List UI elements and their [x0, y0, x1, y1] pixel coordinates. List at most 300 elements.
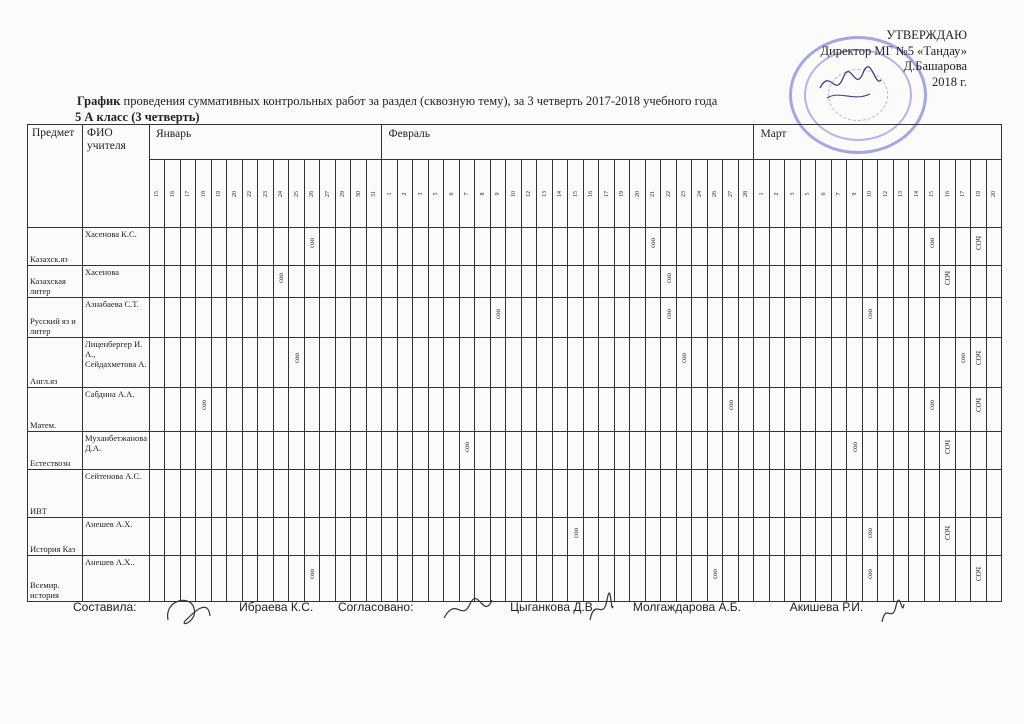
day-number: 13	[541, 190, 548, 197]
schedule-cell	[847, 388, 863, 432]
schedule-cell	[754, 266, 770, 298]
day-header	[785, 160, 801, 228]
schedule-cell	[335, 266, 351, 298]
schedule-cell	[878, 556, 894, 602]
schedule-cell	[366, 338, 382, 388]
schedule-cell	[769, 556, 785, 602]
schedule-cell	[754, 518, 770, 556]
schedule-cell	[397, 266, 413, 298]
schedule-cell	[862, 388, 878, 432]
assessment-mark: соо	[308, 568, 317, 580]
schedule-cell	[258, 228, 274, 266]
schedule-cell	[816, 266, 832, 298]
day-header	[893, 160, 909, 228]
schedule-cell	[645, 298, 661, 338]
schedule-cell	[723, 228, 739, 266]
day-number: 17	[603, 190, 610, 197]
schedule-cell	[304, 388, 320, 432]
schedule-cell	[413, 228, 429, 266]
subject-cell: История Каз	[28, 518, 83, 556]
schedule-cell	[831, 298, 847, 338]
assessment-mark: СОЧ	[974, 350, 983, 365]
day-number: 25	[293, 190, 300, 197]
schedule-cell	[909, 388, 925, 432]
day-header	[940, 160, 956, 228]
day-header	[909, 160, 925, 228]
schedule-cell	[940, 338, 956, 388]
schedule-cell	[878, 432, 894, 470]
schedule-cell	[552, 432, 568, 470]
schedule-cell	[661, 470, 677, 518]
schedule-cell	[428, 432, 444, 470]
month-header-row	[28, 125, 1002, 160]
schedule-cell	[351, 266, 367, 298]
schedule-cell	[769, 518, 785, 556]
schedule-cell	[382, 338, 398, 388]
schedule-cell	[351, 388, 367, 432]
schedule-cell	[800, 556, 816, 602]
day-number: 14	[557, 190, 564, 197]
schedule-cell	[521, 228, 537, 266]
assessment-mark: соо	[726, 400, 735, 411]
schedule-cell	[831, 470, 847, 518]
schedule-cell	[785, 470, 801, 518]
day-header	[924, 160, 940, 228]
schedule-cell	[738, 388, 754, 432]
schedule-table	[27, 124, 1002, 602]
schedule-cell	[227, 388, 243, 432]
schedule-cell	[568, 432, 584, 470]
schedule-cell	[738, 338, 754, 388]
schedule-cell	[165, 298, 181, 338]
day-number: 7	[836, 192, 843, 195]
schedule-cell	[676, 518, 692, 556]
schedule-cell	[707, 338, 723, 388]
assessment-mark: СОЧ	[943, 525, 952, 540]
schedule-cell	[490, 298, 506, 338]
schedule-cell	[552, 518, 568, 556]
schedule-cell	[242, 338, 258, 388]
schedule-cell	[909, 470, 925, 518]
schedule-cell	[335, 556, 351, 602]
schedule-cell	[304, 266, 320, 298]
schedule-cell	[723, 518, 739, 556]
schedule-cell	[645, 432, 661, 470]
schedule-cell	[909, 298, 925, 338]
schedule-cell	[428, 518, 444, 556]
assessment-mark: соо	[959, 352, 968, 363]
schedule-cell	[289, 266, 305, 298]
schedule-cell	[289, 298, 305, 338]
schedule-cell	[196, 298, 212, 338]
schedule-cell	[552, 266, 568, 298]
schedule-cell	[614, 298, 630, 338]
schedule-cell	[490, 432, 506, 470]
day-header	[878, 160, 894, 228]
day-number: 16	[588, 190, 595, 197]
schedule-cell	[614, 266, 630, 298]
agreed-signature-1	[440, 592, 496, 628]
schedule-cell	[242, 518, 258, 556]
schedule-cell	[397, 556, 413, 602]
schedule-cell	[986, 432, 1002, 470]
day-header	[351, 160, 367, 228]
schedule-cell	[196, 266, 212, 298]
assessment-mark: соо	[866, 527, 875, 538]
schedule-cell	[692, 470, 708, 518]
schedule-cell	[382, 432, 398, 470]
schedule-cell	[738, 266, 754, 298]
schedule-cell	[924, 432, 940, 470]
assessment-mark: соо	[494, 308, 503, 319]
day-number: 6	[448, 192, 455, 195]
schedule-cell	[630, 228, 646, 266]
subject-row	[28, 432, 1002, 470]
day-header	[490, 160, 506, 228]
day-number: 10	[867, 190, 874, 197]
schedule-cell	[893, 432, 909, 470]
schedule-cell	[676, 432, 692, 470]
assessment-mark: соо	[850, 441, 859, 452]
schedule-cell	[413, 556, 429, 602]
schedule-cell	[692, 266, 708, 298]
schedule-cell	[180, 228, 196, 266]
schedule-cell	[986, 388, 1002, 432]
schedule-cell	[630, 470, 646, 518]
schedule-cell	[785, 432, 801, 470]
schedule-cell	[351, 338, 367, 388]
schedule-cell	[506, 518, 522, 556]
schedule-cell	[242, 298, 258, 338]
schedule-cell	[475, 518, 491, 556]
subject-column-header: Предмет	[28, 125, 83, 228]
subject-row	[28, 338, 1002, 388]
schedule-cell	[537, 338, 553, 388]
day-header	[196, 160, 212, 228]
schedule-cell	[351, 432, 367, 470]
schedule-cell	[397, 298, 413, 338]
schedule-cell	[800, 470, 816, 518]
subject-row	[28, 298, 1002, 338]
day-number: 15	[154, 190, 161, 197]
schedule-cell	[506, 266, 522, 298]
schedule-cell	[273, 266, 289, 298]
day-header	[800, 160, 816, 228]
assessment-mark: соо	[866, 568, 875, 580]
schedule-cell	[862, 470, 878, 518]
schedule-cell	[831, 228, 847, 266]
schedule-cell	[754, 338, 770, 388]
schedule-cell	[785, 338, 801, 388]
schedule-cell	[227, 338, 243, 388]
schedule-cell	[459, 266, 475, 298]
teacher-cell: Лиценбергер И. А., Сейдахметова А.	[83, 338, 150, 388]
day-number: 23	[681, 190, 688, 197]
assessment-mark: соо	[649, 237, 658, 248]
schedule-cell	[769, 470, 785, 518]
schedule-cell	[754, 556, 770, 602]
schedule-cell	[258, 266, 274, 298]
schedule-cell	[273, 432, 289, 470]
schedule-cell	[893, 470, 909, 518]
schedule-cell	[506, 432, 522, 470]
schedule-cell	[692, 388, 708, 432]
day-number: 1	[758, 192, 765, 195]
schedule-cell	[180, 470, 196, 518]
schedule-cell	[599, 432, 615, 470]
schedule-cell	[475, 432, 491, 470]
schedule-cell	[599, 338, 615, 388]
schedule-cell	[289, 432, 305, 470]
schedule-cell	[940, 518, 956, 556]
day-number: 24	[278, 190, 285, 197]
day-header	[165, 160, 181, 228]
schedule-cell	[785, 388, 801, 432]
schedule-cell	[180, 266, 196, 298]
schedule-cell	[707, 432, 723, 470]
schedule-cell	[196, 228, 212, 266]
day-number: 15	[929, 190, 936, 197]
subject-cell: Естествозн	[28, 432, 83, 470]
schedule-cell	[909, 556, 925, 602]
schedule-cell	[878, 470, 894, 518]
assessment-mark: соо	[664, 308, 673, 319]
schedule-cell	[428, 338, 444, 388]
day-header	[862, 160, 878, 228]
day-number: 31	[371, 190, 378, 197]
day-number: 27	[324, 190, 331, 197]
schedule-cell	[258, 338, 274, 388]
schedule-cell	[335, 388, 351, 432]
schedule-cell	[583, 388, 599, 432]
schedule-cell	[785, 266, 801, 298]
day-number: 22	[665, 190, 672, 197]
month-header: Март	[754, 125, 1002, 160]
day-number: 17	[960, 190, 967, 197]
schedule-cell	[320, 228, 336, 266]
schedule-cell	[366, 298, 382, 338]
day-header	[180, 160, 196, 228]
schedule-cell	[428, 228, 444, 266]
schedule-cell	[909, 338, 925, 388]
schedule-cell	[614, 470, 630, 518]
schedule-cell	[893, 298, 909, 338]
schedule-cell	[940, 228, 956, 266]
schedule-cell	[924, 228, 940, 266]
schedule-cell	[862, 518, 878, 556]
schedule-cell	[986, 518, 1002, 556]
day-header	[568, 160, 584, 228]
schedule-cell	[180, 518, 196, 556]
schedule-cell	[583, 470, 599, 518]
schedule-cell	[878, 266, 894, 298]
schedule-cell	[366, 228, 382, 266]
schedule-cell	[769, 338, 785, 388]
schedule-cell	[986, 298, 1002, 338]
schedule-cell	[273, 338, 289, 388]
schedule-cell	[475, 228, 491, 266]
schedule-cell	[661, 266, 677, 298]
schedule-cell	[444, 518, 460, 556]
schedule-cell	[273, 518, 289, 556]
day-number: 7	[464, 192, 471, 195]
schedule-cell	[289, 228, 305, 266]
schedule-cell	[645, 338, 661, 388]
day-header	[382, 160, 398, 228]
schedule-cell	[862, 338, 878, 388]
schedule-cell	[909, 518, 925, 556]
schedule-cell	[847, 470, 863, 518]
schedule-cell	[955, 298, 971, 338]
day-header	[444, 160, 460, 228]
schedule-cell	[289, 388, 305, 432]
schedule-cell	[986, 470, 1002, 518]
day-header	[304, 160, 320, 228]
day-header	[428, 160, 444, 228]
schedule-cell	[986, 266, 1002, 298]
day-header	[366, 160, 382, 228]
schedule-cell	[692, 298, 708, 338]
schedule-cell	[738, 556, 754, 602]
schedule-cell	[413, 298, 429, 338]
day-number: 20	[991, 190, 998, 197]
day-header	[413, 160, 429, 228]
schedule-cell	[397, 388, 413, 432]
schedule-cell	[273, 298, 289, 338]
schedule-cell	[645, 556, 661, 602]
schedule-cell	[707, 266, 723, 298]
schedule-cell	[769, 388, 785, 432]
agreed-name-3: Акишева Р.И.	[789, 600, 864, 614]
schedule-cell	[459, 228, 475, 266]
schedule-cell	[444, 338, 460, 388]
schedule-cell	[196, 338, 212, 388]
assessment-mark: соо	[711, 568, 720, 580]
schedule-cell	[971, 556, 987, 602]
schedule-cell	[351, 556, 367, 602]
schedule-cell	[878, 338, 894, 388]
day-number: 29	[340, 190, 347, 197]
schedule-cell	[521, 298, 537, 338]
schedule-cell	[444, 470, 460, 518]
schedule-cell	[847, 228, 863, 266]
schedule-cell	[242, 228, 258, 266]
schedule-cell	[552, 228, 568, 266]
day-number: 17	[185, 190, 192, 197]
schedule-cell	[831, 338, 847, 388]
schedule-cell	[335, 228, 351, 266]
day-number: 21	[650, 190, 657, 197]
schedule-cell	[180, 298, 196, 338]
day-header	[149, 160, 165, 228]
schedule-cell	[552, 470, 568, 518]
schedule-cell	[568, 338, 584, 388]
schedule-cell	[521, 432, 537, 470]
schedule-cell	[862, 266, 878, 298]
schedule-cell	[444, 388, 460, 432]
schedule-cell	[847, 298, 863, 338]
schedule-cell	[971, 266, 987, 298]
schedule-cell	[304, 470, 320, 518]
schedule-cell	[242, 470, 258, 518]
schedule-cell	[211, 518, 227, 556]
schedule-cell	[971, 338, 987, 388]
schedule-cell	[413, 388, 429, 432]
schedule-cell	[769, 432, 785, 470]
schedule-cell	[196, 470, 212, 518]
title-bold: График	[77, 94, 121, 108]
schedule-cell	[847, 338, 863, 388]
day-number: 26	[712, 190, 719, 197]
schedule-cell	[196, 518, 212, 556]
schedule-cell	[816, 338, 832, 388]
schedule-cell	[816, 228, 832, 266]
schedule-cell	[490, 388, 506, 432]
day-header	[320, 160, 336, 228]
schedule-cell	[676, 338, 692, 388]
schedule-cell	[831, 518, 847, 556]
day-number: 15	[572, 190, 579, 197]
teacher-cell: Анешев А.Х..	[83, 556, 150, 602]
schedule-cell	[583, 298, 599, 338]
schedule-cell	[537, 388, 553, 432]
schedule-cell	[630, 518, 646, 556]
schedule-cell	[366, 556, 382, 602]
schedule-cell	[459, 432, 475, 470]
schedule-cell	[506, 556, 522, 602]
schedule-cell	[537, 518, 553, 556]
schedule-cell	[800, 266, 816, 298]
schedule-cell	[893, 388, 909, 432]
schedule-cell	[924, 470, 940, 518]
teacher-cell: Сейтенова А.С.	[83, 470, 150, 518]
schedule-cell	[847, 432, 863, 470]
subject-cell: Всемир. история	[28, 556, 83, 602]
day-header	[754, 160, 770, 228]
schedule-cell	[335, 338, 351, 388]
schedule-cell	[785, 518, 801, 556]
day-header	[537, 160, 553, 228]
schedule-cell	[304, 556, 320, 602]
schedule-cell	[568, 388, 584, 432]
schedule-cell	[211, 338, 227, 388]
day-header	[630, 160, 646, 228]
day-header	[661, 160, 677, 228]
schedule-cell	[211, 266, 227, 298]
assessment-mark: СОЧ	[974, 398, 983, 413]
assessment-mark: СОЧ	[974, 566, 983, 582]
schedule-cell	[971, 228, 987, 266]
schedule-cell	[599, 228, 615, 266]
schedule-cell	[986, 228, 1002, 266]
schedule-cell	[506, 228, 522, 266]
schedule-cell	[335, 298, 351, 338]
schedule-cell	[924, 266, 940, 298]
schedule-cell	[506, 298, 522, 338]
day-number: 20	[634, 190, 641, 197]
schedule-cell	[630, 556, 646, 602]
schedule-cell	[227, 298, 243, 338]
schedule-cell	[459, 338, 475, 388]
schedule-cell	[738, 432, 754, 470]
schedule-cell	[289, 518, 305, 556]
teacher-cell: Сабдина А.А.	[83, 388, 150, 432]
schedule-cell	[459, 470, 475, 518]
schedule-cell	[552, 556, 568, 602]
schedule-cell	[413, 518, 429, 556]
day-header-row	[28, 160, 1002, 228]
schedule-cell	[630, 266, 646, 298]
